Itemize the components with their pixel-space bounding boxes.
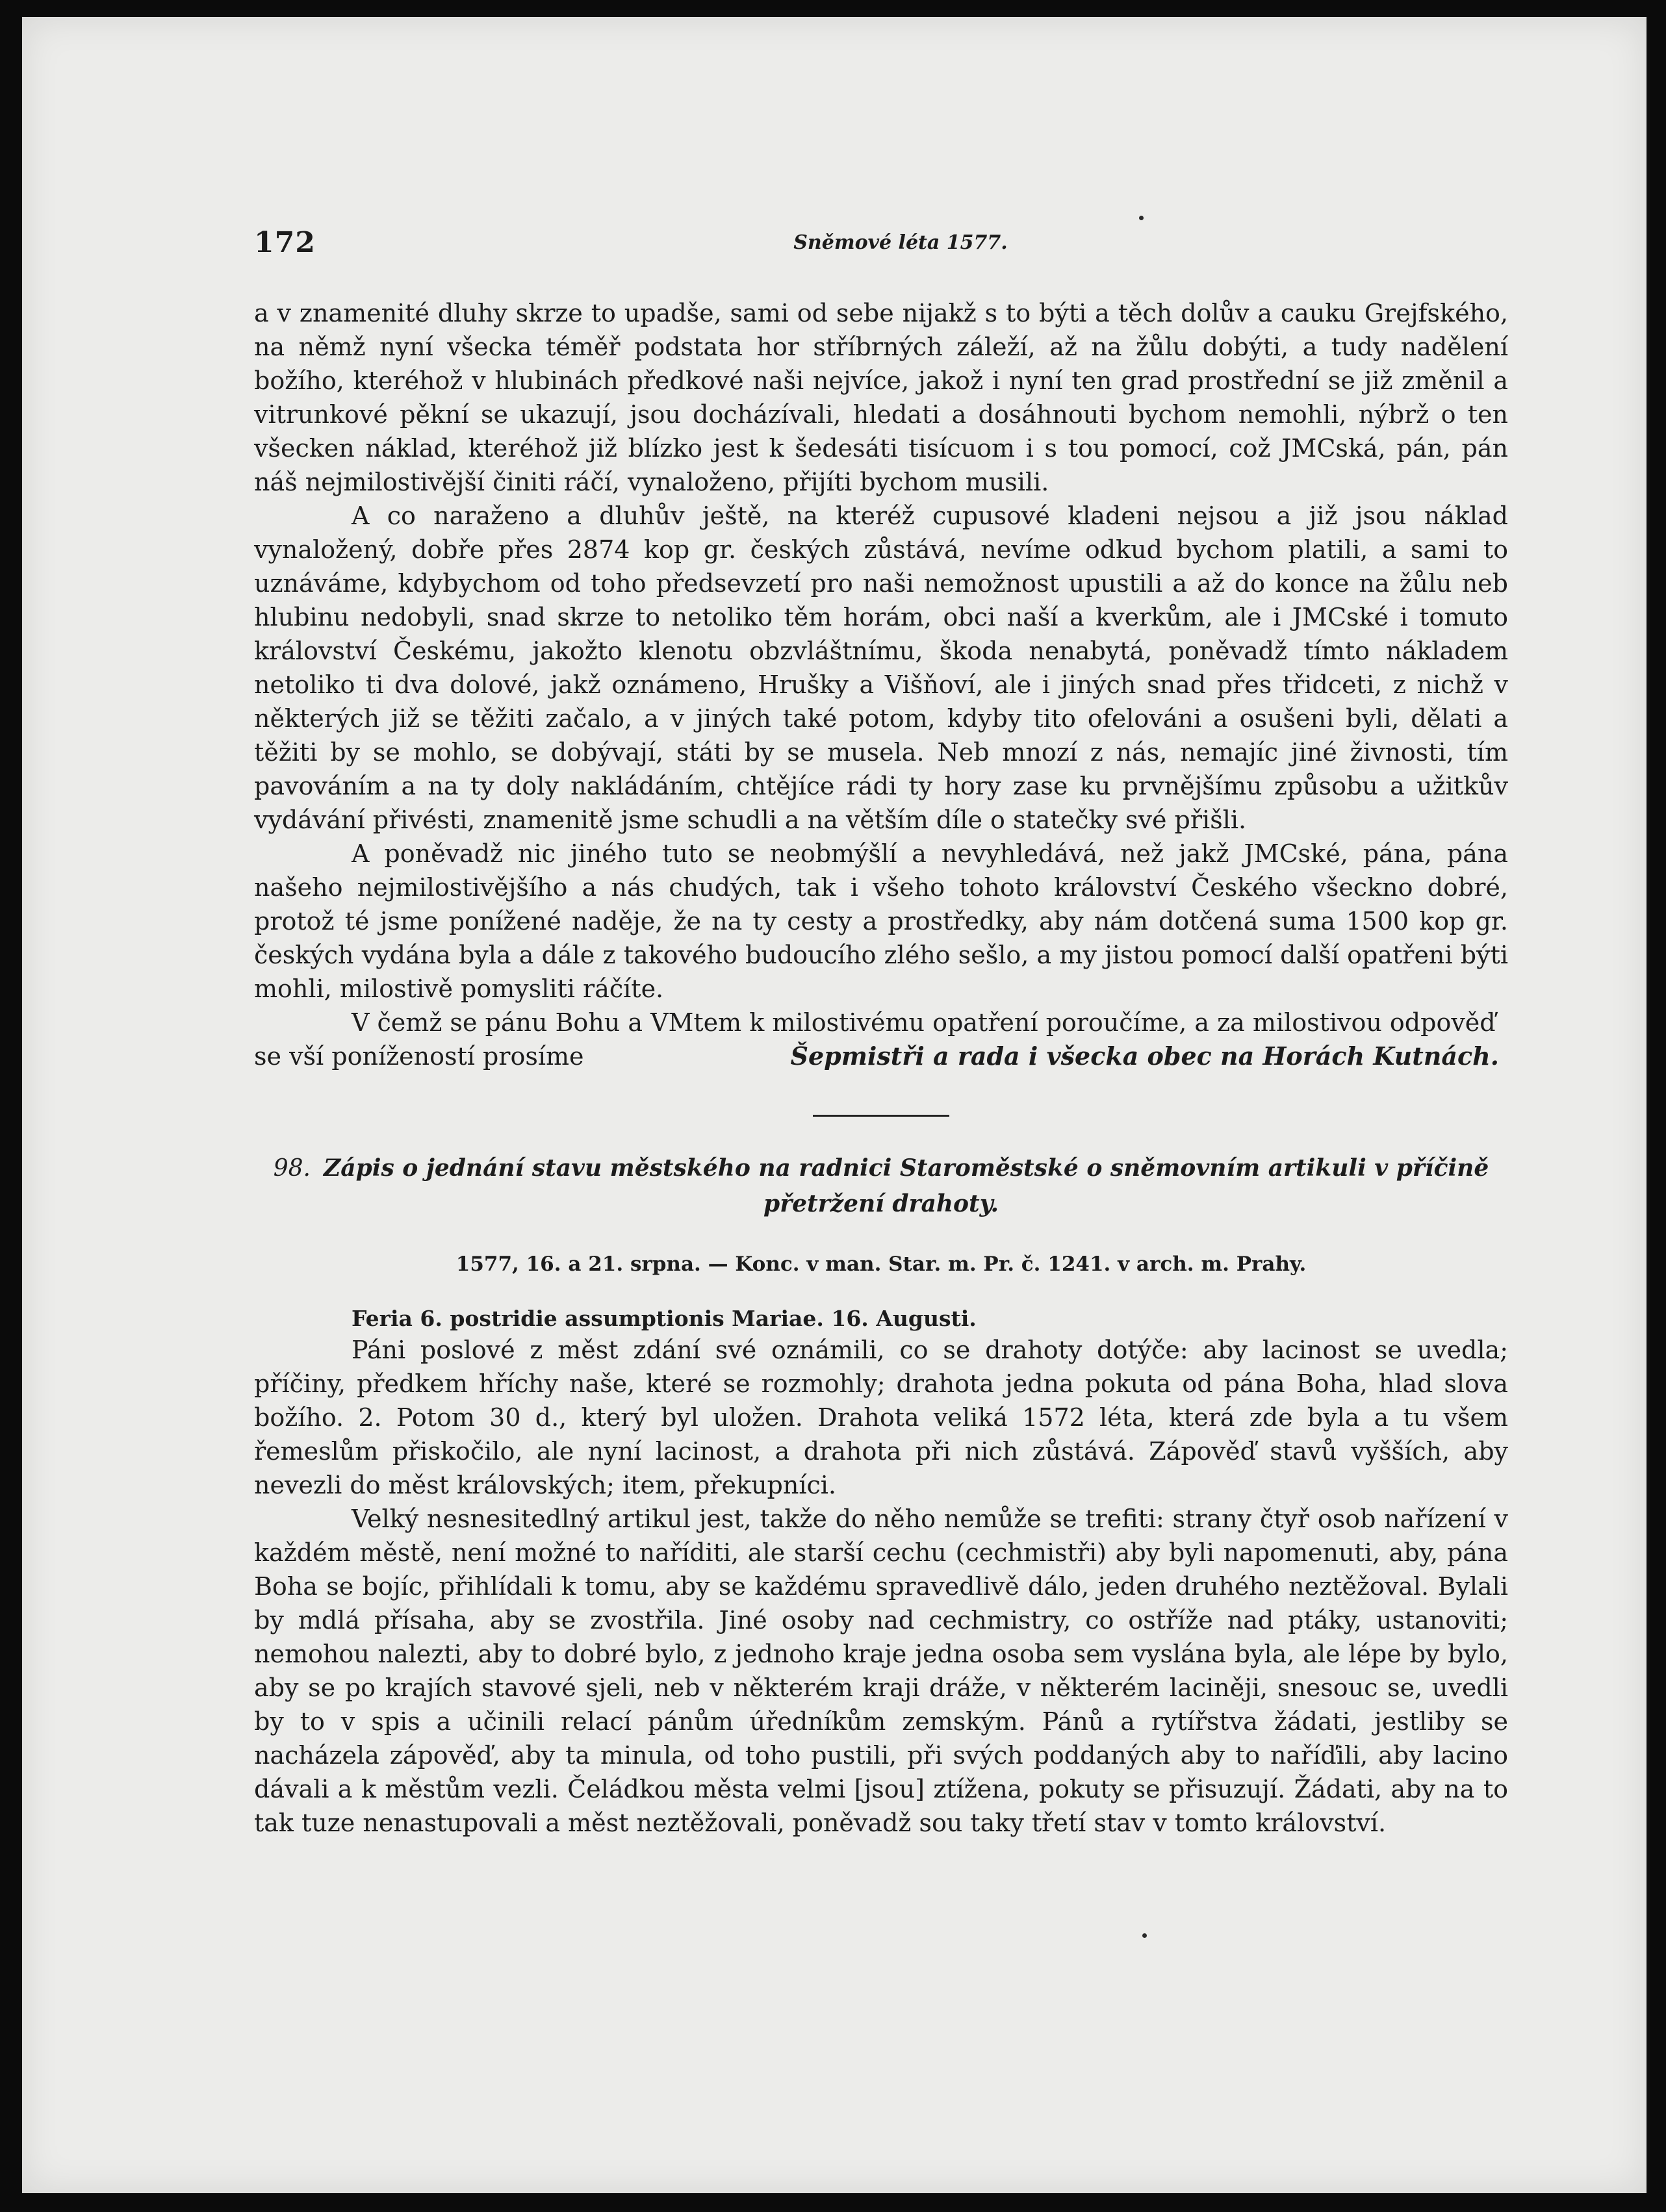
ink-speck <box>1139 216 1144 220</box>
paragraph-continuation: a v znamenité dluhy skrze to upadše, sami od sebe nijakž s to býti a těch dolův a cauku Grejfského, na němž nyní všecka téměř podstata hor stříbrných záleží, až na žůlu dobýti, a tudy nadělení božího, kteréhož v hlubinách předkové naši nejvíce, jakož i nyní ten grad prostřední se již změnil a vitrunkové pěkní se ukazují, jsou docházívali, hledati a dosáhnouti bychom nemohli, nýbrž o ten všecken náklad, kteréhož již blízko jest k šedesáti tisícuom i s tou pomocí, což JMCská, pán, pán náš nejmilostivější činiti ráčí, vynaloženo, přijíti bychom musili. <box>254 299 1508 496</box>
page-number: 172 <box>254 226 316 259</box>
closing-text: se vší ponížeností prosíme <box>254 1042 584 1071</box>
document-number: 98. <box>273 1155 311 1182</box>
closing-line <box>254 1039 1508 1073</box>
document-title: Zápis o jednání stavu městského na radnici Staroměstské o sněmovním artikuli v příčině přetržení drahoty. <box>324 1154 1489 1217</box>
paragraph-closing: V čemž se pánu Bohu a VMtem k milostivému opatření poroučíme, a za milostivou odpověď <box>352 1008 1496 1037</box>
running-head <box>254 226 1508 262</box>
page-sheet <box>22 17 1647 2193</box>
paragraph-envoys: Páni poslové z měst zdání své oznámili, co se drahoty dotýče: aby lacinost se uvedla; příčiny, předkem hříchy naše, které se rozmohly; drahota jedna pokuta od pána Boha, hlad slova božího. 2. Potom 30 d., který byl uložen. Drahota veliká 1572 léta, která zde byla a tu všem řemeslům přiskočilo, ale nyní lacinost, a drahota při nich zůstává. Zápověď stavů vyšších, aby nevezli do měst královských; item, překupníci. <box>254 1336 1508 1499</box>
paragraph-article: Velký nesnesitedlný artikul jest, takže do něho nemůže se trefiti: strany čtyř osob nařízení v každém městě, není možné to naříditi, ale starší cechu (cechmistři) aby byli napomenuti, aby, pána Boha se bojíc, přihlídali k tomu, aby se každému spravedlivě dálo, jeden druhého neztěžoval. Bylali by mdlá přísaha, aby se zvostřila. Jiné osoby nad cechmistry, co ostříže nad ptáky, ustanoviti; nemohou nalezti, aby to dobré bylo, z jednoho kraje jedna osoba sem vyslána byla, ale lépe by bylo, aby se po krajích stavové sjeli, neb v některém kraji dráže, v některém laciněji, snesouc se, uvedli by to v spis a učinili relací pánům úředníkům zemským. Pánů a rytířstva žádati, jestliby se nacházela zápověď, aby ta minula, od toho pustili, při svých poddaných aby to naříďili, aby lacino dávali a k městům vezli. Čeládkou města velmi [jsou] ztížena, pokuty se přisuzují. Žádati, aby na to tak tuze nenastupovali a měst neztěžovali, poněvadž sou taky třetí stav v tomto království. <box>254 1505 1508 1837</box>
ink-speck <box>1142 1933 1147 1938</box>
document-date-line: Feria 6. postridie assumptionis Mariae. 16. Augusti. <box>352 1306 977 1331</box>
running-title: Sněmové léta 1577. <box>793 231 1008 254</box>
document-source: 1577, 16. a 21. srpna. — Konc. v man. Star. m. Pr. č. 1241. v arch. m. Prahy. <box>455 1252 1307 1276</box>
document-heading <box>254 1150 1508 1221</box>
body-text <box>254 296 1508 1840</box>
signature: Šepmistři a rada i všecka obec na Horách Kutnách. <box>790 1041 1499 1071</box>
paragraph-debts: A co naraženo a dluhův ještě, na kteréž cupusové kladeni nejsou a již jsou náklad vynaložený, dobře přes 2874 kop gr. českých zůstává, nevíme odkud bychom platili, a sami to uznáváme, kdybychom od toho předsevzetí pro naši nemožnost upustili a až do konce na žůlu neb hlubinu nedobyli, snad skrze to netoliko těm horám, obci naší a kverkům, ale i JMCské i tomuto království Českému, jakožto klenotu obzvláštnímu, škoda nenabytá, poněvadž tímto nákladem netoliko ti dva dolové, jakž oznámeno, Hrušky a Višňoví, ale i jiných snad přes třidceti, z nichž v některých již se těžiti začalo, a v jiných také potom, kdyby tito ofelováni a osušeni byli, dělati a těžiti by se mohlo, se dobývají, státi by se musela. Neb mnozí z nás, nemajíc jiné živnosti, tím pavováním a na ty doly nakládáním, chtějíce rádi ty hory zase ku prvnějšímu způsobu a užitkův vydávání přivésti, znamenitě jsme schudli a na větším díle o statečky své přišli. <box>254 502 1508 834</box>
paragraph-request: A poněvadž nic jiného tuto se neobmýšlí a nevyhledává, než jakž JMCské, pána, pána našeho nejmilostivějšího a nás chudých, tak i všeho tohoto království Českého všeckno dobré, protož té jsme ponížené naděje, že na ty cesty a prostředky, aby nám dotčená suma 1500 kop gr. českých vydána byla a dále z takového budoucího zlého sešlo, a my jistou pomocí další opatřeni býti mohli, milostivě pomysliti ráčíte. <box>254 839 1508 1003</box>
section-divider <box>813 1115 949 1117</box>
